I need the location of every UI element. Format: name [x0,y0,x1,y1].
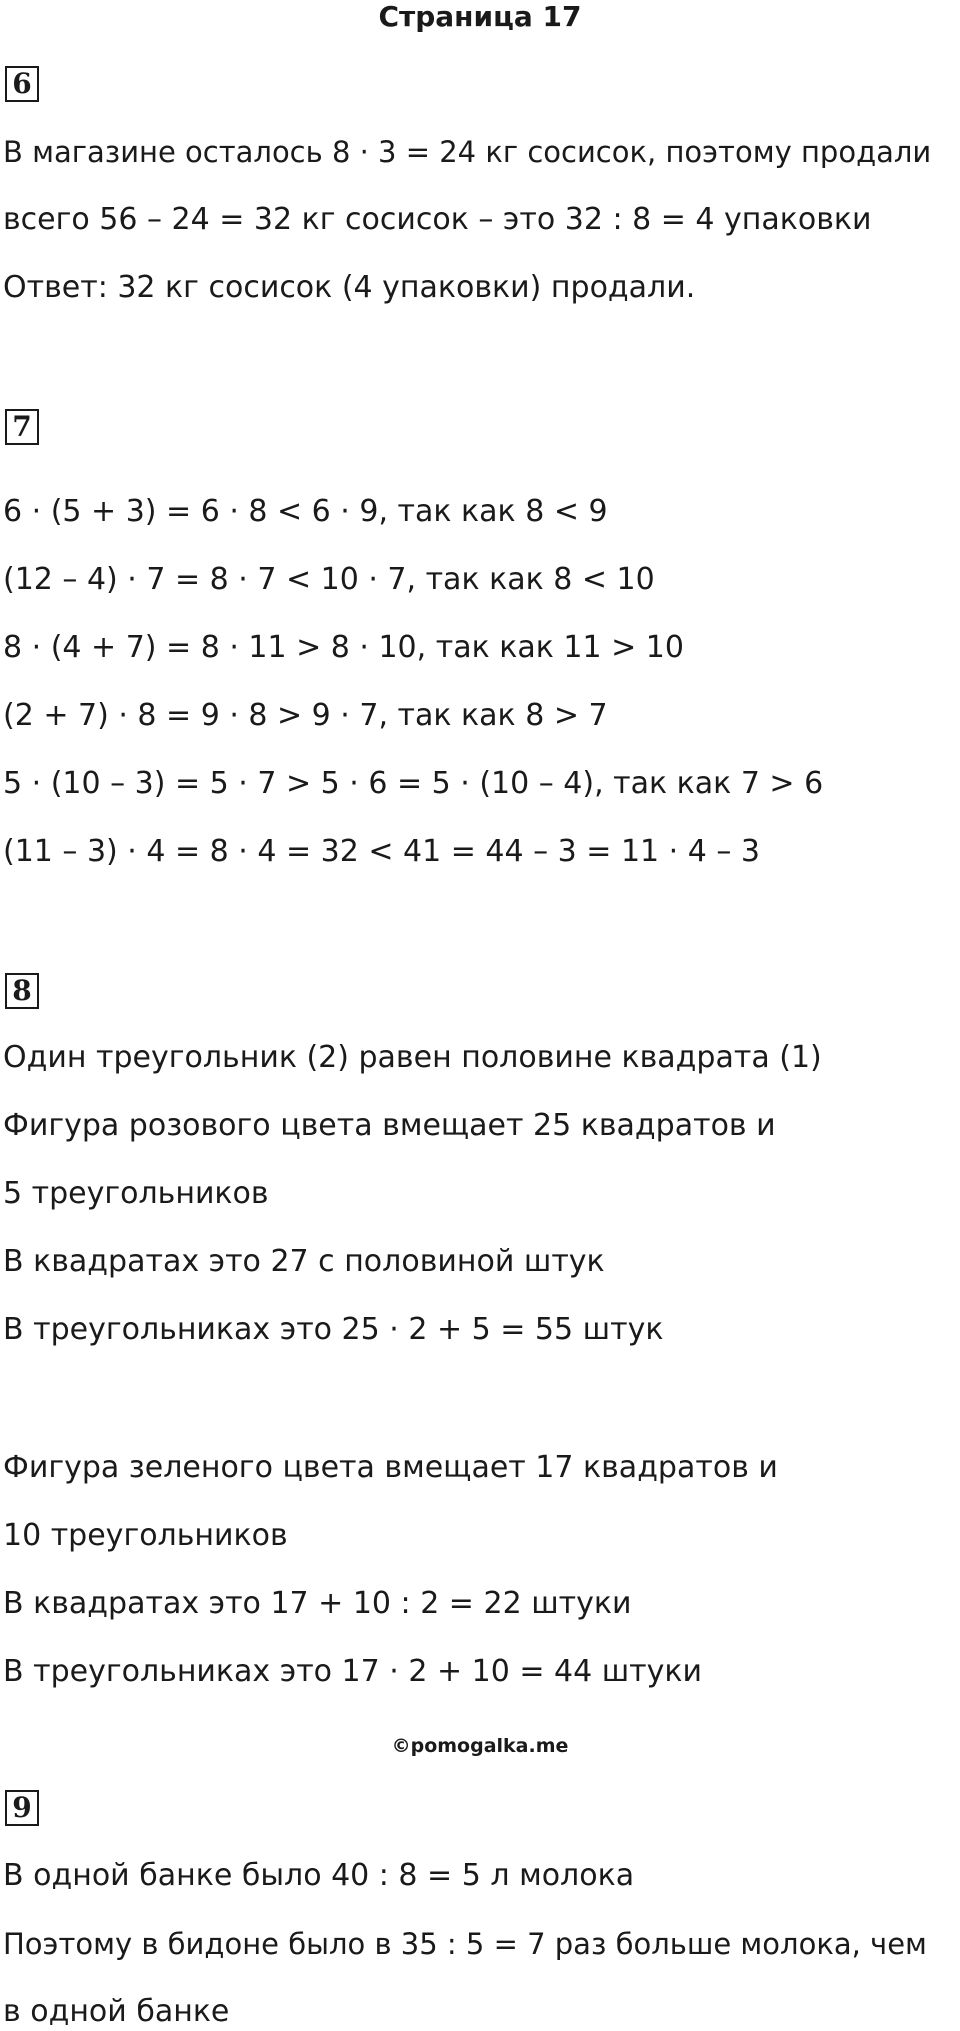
task-8-line-6: Фигура зеленого цвета вмещает 17 квадратов и [3,1450,778,1485]
task-7-line-3: 8 · (4 + 7) = 8 · 11 > 8 · 10, так как 11 > 10 [3,630,684,665]
task-8-line-3: 5 треугольников [3,1176,269,1211]
task-8-line-2: Фигура розового цвета вмещает 25 квадратов и [3,1108,776,1143]
task-8-line-4: В квадратах это 27 с половиной штук [3,1244,605,1279]
task-9-line-1: В одной банке было 40 : 8 = 5 л молока [3,1858,635,1893]
task-6-line-2: всего 56 – 24 = 32 кг сосисок – это 32 : 8 = 4 упаковки [3,202,872,237]
task-9-line-2: Поэтому в бидоне было в 35 : 5 = 7 раз больше молока, чем [3,1927,927,1961]
task-7-line-5: 5 · (10 – 3) = 5 · 7 > 5 · 6 = 5 · (10 – 4), так как 7 > 6 [3,766,824,801]
watermark: ©pomogalka.me [391,1735,569,1757]
task-8-line-7: 10 треугольников [3,1518,288,1553]
task-number-8: 8 [5,973,39,1009]
task-6-line-1: В магазине осталось 8 · 3 = 24 кг сосисок, поэтому продали [3,135,932,169]
task-7-line-2: (12 – 4) · 7 = 8 · 7 < 10 · 7, так как 8 < 10 [3,562,655,597]
page-title: Страница 17 [378,0,582,33]
task-7-line-4: (2 + 7) · 8 = 9 · 8 > 9 · 7, так как 8 > 7 [3,698,608,733]
task-7-line-1: 6 · (5 + 3) = 6 · 8 < 6 · 9, так как 8 < 9 [3,494,608,529]
task-7-line-6: (11 – 3) · 4 = 8 · 4 = 32 < 41 = 44 – 3 = 11 · 4 – 3 [3,834,760,869]
task-9-line-3: в одной банке [3,1994,230,2029]
task-number-6: 6 [5,66,39,102]
task-8-line-5: В треугольниках это 25 · 2 + 5 = 55 штук [3,1312,664,1347]
task-number-9: 9 [5,1790,39,1826]
task-8-line-9: В треугольниках это 17 · 2 + 10 = 44 штуки [3,1654,703,1689]
task-6-line-3: Ответ: 32 кг сосисок (4 упаковки) продали. [3,270,696,305]
task-8-line-1: Один треугольник (2) равен половине квадрата (1) [3,1040,822,1075]
task-8-line-8: В квадратах это 17 + 10 : 2 = 22 штуки [3,1586,632,1621]
task-number-7: 7 [5,409,39,445]
